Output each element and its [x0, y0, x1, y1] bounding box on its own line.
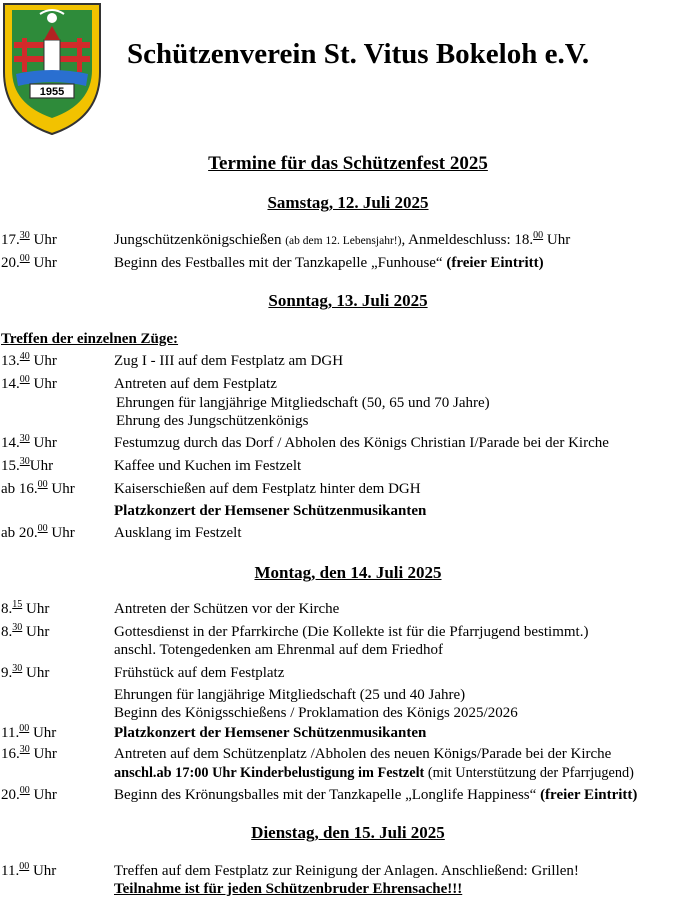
- event-description: Gottesdienst in der Pfarrkirche (Die Kollekte ist für die Pfarrjugend bestimmt.): [114, 624, 589, 640]
- time-label: 16.30 Uhr: [1, 744, 57, 762]
- time-label: 11.00 Uhr: [1, 861, 57, 879]
- event-description: Ehrungen für langjährige Mitgliedschaft (25 und 40 Jahre): [114, 687, 466, 703]
- club-logo-icon: [0, 0, 104, 136]
- event-description: Kaiserschießen auf dem Festplatz hinter dem DGH: [114, 481, 421, 497]
- time-label: 14.00 Uhr: [1, 374, 57, 392]
- page-title: Schützenverein St. Vitus Bokeloh e.V.: [127, 38, 590, 70]
- event-description: Beginn des Festballes mit der Tanzkapelle „Funhouse“ (freier Eintritt): [114, 255, 544, 271]
- event-description: Beginn des Königsschießens / Proklamation des Königs 2025/2026: [114, 705, 518, 721]
- event-description: Ausklang im Festzelt: [114, 525, 242, 541]
- time-label: 20.00 Uhr: [1, 253, 57, 271]
- event-description: Platzkonzert der Hemsener Schützenmusikanten: [114, 503, 427, 519]
- day-heading-sunday: Sonntag, 13. Juli 2025: [268, 291, 428, 310]
- main-title: Termine für das Schützenfest 2025: [208, 153, 488, 174]
- event-description: Ehrung des Jungschützenkönigs: [116, 413, 309, 429]
- time-label: 14.30 Uhr: [1, 433, 57, 451]
- event-description: Platzkonzert der Hemsener Schützenmusikanten: [114, 725, 427, 741]
- day-heading-monday: Montag, den 14. Juli 2025: [254, 563, 442, 582]
- event-description: Jungschützenkönigschießen (ab dem 12. Lebensjahr!), Anmeldeschluss: 18.00 Uhr: [114, 230, 571, 248]
- time-label: 20.00 Uhr: [1, 785, 57, 803]
- time-label: 8.30 Uhr: [1, 622, 50, 640]
- event-description: Kaffee und Kuchen im Festzelt: [114, 458, 302, 474]
- event-description: Festumzug durch das Dorf / Abholen des Königs Christian I/Parade bei der Kirche: [114, 435, 609, 451]
- time-label: 9.30 Uhr: [1, 663, 50, 681]
- time-label: ab 16.00 Uhr: [1, 479, 75, 497]
- section-subheading: Treffen der einzelnen Züge:: [1, 331, 179, 347]
- day-heading-tuesday: Dienstag, den 15. Juli 2025: [251, 823, 445, 842]
- event-description: Treffen auf dem Festplatz zur Reinigung der Anlagen. Anschließend: Grillen!: [114, 863, 579, 879]
- time-label: 8.15 Uhr: [1, 599, 50, 617]
- event-description: Frühstück auf dem Festplatz: [114, 665, 285, 681]
- time-label: 17.30 Uhr: [1, 230, 57, 248]
- time-label: 11.00 Uhr: [1, 723, 57, 741]
- event-description: Antreten auf dem Festplatz: [114, 376, 277, 392]
- event-description: Antreten auf dem Schützenplatz /Abholen des neuen Königs/Parade bei der Kirche: [114, 746, 612, 762]
- time-label: 13.40 Uhr: [1, 351, 57, 369]
- time-label: 15.30Uhr: [1, 456, 54, 474]
- time-label: ab 20.00 Uhr: [1, 523, 75, 541]
- event-description: Ehrungen für langjährige Mitgliedschaft (50, 65 und 70 Jahre): [116, 395, 490, 411]
- event-description: anschl.ab 17:00 Uhr Kinderbelustigung im Festzelt (mit Unterstützung der Pfarrjugend): [114, 765, 634, 781]
- event-description: anschl. Totengedenken am Ehrenmal auf dem Friedhof: [114, 642, 443, 658]
- event-description: Teilnahme ist für jeden Schützenbruder Ehrensache!!!: [114, 881, 463, 897]
- svg-text:1955: 1955: [39, 86, 65, 98]
- day-heading-saturday: Samstag, 12. Juli 2025: [267, 193, 429, 212]
- event-description: Zug I - III auf dem Festplatz am DGH: [114, 353, 344, 369]
- event-description: Antreten der Schützen vor der Kirche: [114, 601, 340, 617]
- event-description: Beginn des Krönungsballes mit der Tanzkapelle „Longlife Happiness“ (freier Eintritt): [114, 787, 638, 803]
